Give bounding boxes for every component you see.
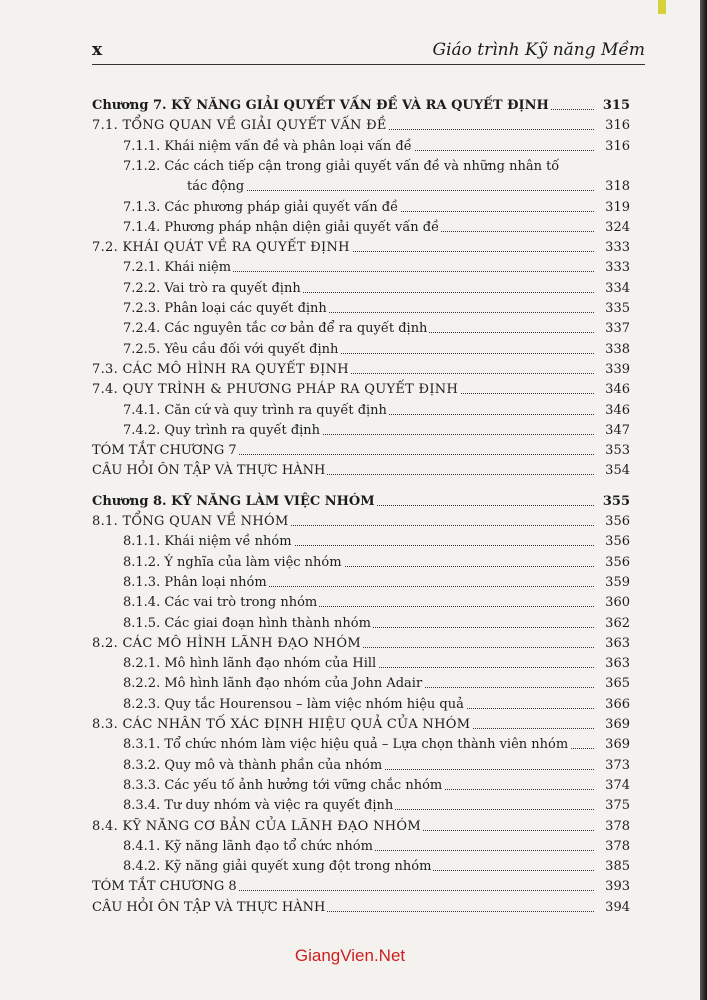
toc-entry-text: 8.4. KỸ NĂNG CƠ BẢN CỦA LÃNH ĐẠO NHÓM (92, 817, 423, 837)
toc-entry[interactable] (0, 116, 700, 136)
toc-entry-text: 7.1. TỔNG QUAN VỀ GIẢI QUYẾT VẤN ĐỀ (92, 116, 389, 136)
toc-page-number: 373 (594, 756, 630, 776)
page-edge-tab (658, 0, 666, 14)
toc-page-number: 356 (594, 532, 630, 552)
toc-entry-text: 8.2.3. Quy tắc Hourensou – làm việc nhóm hiệu quả (123, 695, 466, 715)
toc-entry-text: 8.3.3. Các yếu tố ảnh hưởng tới vững chắc nhóm (123, 776, 444, 796)
toc-page-number: 339 (594, 360, 630, 380)
toc-entry[interactable] (0, 380, 700, 400)
toc-page-number: 337 (594, 319, 630, 339)
toc-page-number: 369 (594, 715, 630, 735)
toc-entry[interactable] (0, 258, 700, 278)
toc-page-number: 366 (594, 695, 630, 715)
toc-page-number: 319 (594, 198, 630, 218)
toc-entry-text: 7.2.3. Phân loại các quyết định (123, 299, 329, 319)
toc-page-number: 362 (594, 614, 630, 634)
toc-page-number: 318 (594, 177, 630, 197)
toc-entry[interactable] (0, 441, 700, 461)
toc-page-number: 324 (594, 218, 630, 238)
toc-page-number: 346 (594, 401, 630, 421)
toc-entry-text: 8.2.1. Mô hình lãnh đạo nhóm của Hill (123, 654, 378, 674)
toc-page-number: 374 (594, 776, 630, 796)
toc-entry[interactable] (0, 715, 700, 735)
toc-entry-text: 8.4.1. Kỹ năng lãnh đạo tổ chức nhóm (123, 837, 375, 857)
toc-entry-text: 7.2. KHÁI QUÁT VỀ RA QUYẾT ĐỊNH (92, 238, 352, 258)
toc-entry[interactable] (0, 735, 700, 755)
toc-entry-text: 7.2.2. Vai trò ra quyết định (123, 279, 303, 299)
toc-page-number: 316 (594, 137, 630, 157)
toc-page-number: 378 (594, 817, 630, 837)
toc-entry-text: Chương 7. KỸ NĂNG GIẢI QUYẾT VẤN ĐỀ VÀ RA QUYẾT ĐỊNH (92, 96, 551, 116)
page-number-roman: x (92, 40, 103, 60)
toc-page-number: 369 (594, 735, 630, 755)
toc-entry[interactable] (0, 421, 700, 441)
toc-entry-text: CÂU HỎI ÔN TẬP VÀ THỰC HÀNH (92, 461, 327, 481)
toc-entry[interactable] (0, 401, 700, 421)
toc-entry-text: 7.1.1. Khái niệm vấn đề và phân loại vấn đề (123, 137, 414, 157)
toc-entry[interactable] (0, 756, 700, 776)
toc-page-number: 375 (594, 796, 630, 816)
toc-entry-text: 7.1.2. Các cách tiếp cận trong giải quyết vấn đề và những nhân tố (123, 158, 560, 174)
toc-entry[interactable] (0, 614, 700, 634)
toc-entry-text: 7.1.3. Các phương pháp giải quyết vấn đề (123, 198, 400, 218)
toc-entry-text: 7.2.1. Khái niệm (123, 258, 233, 278)
toc-entry[interactable] (0, 340, 700, 360)
toc-page-number: 393 (594, 877, 630, 897)
toc-entry-text: 7.4.1. Căn cứ và quy trình ra quyết định (123, 401, 389, 421)
toc-page-number: 316 (594, 116, 630, 136)
toc-entry-text: tác động (187, 177, 246, 197)
toc-page-number: 334 (594, 279, 630, 299)
toc-entry[interactable] (0, 817, 700, 837)
running-header (92, 38, 645, 65)
toc-page-number: 394 (594, 898, 630, 918)
toc-page-number: 347 (594, 421, 630, 441)
toc-entry-text: 8.2.2. Mô hình lãnh đạo nhóm của John Adair (123, 674, 424, 694)
toc-entry[interactable] (0, 634, 700, 654)
toc-entry-text: 8.3. CÁC NHÂN TỐ XÁC ĐỊNH HIỆU QUẢ CỦA NHÓM (92, 715, 472, 735)
toc-entry[interactable] (0, 238, 700, 258)
toc-page-number: 346 (594, 380, 630, 400)
toc-entry[interactable] (0, 674, 700, 694)
toc-entry[interactable] (0, 553, 700, 573)
toc-page-number: 338 (594, 340, 630, 360)
toc-entry[interactable] (0, 796, 700, 816)
toc-entry[interactable] (0, 532, 700, 552)
toc-page-number: 356 (594, 553, 630, 573)
toc-entry[interactable] (0, 360, 700, 380)
toc-entry-text: CÂU HỎI ÔN TẬP VÀ THỰC HÀNH (92, 898, 327, 918)
toc-page-number: 359 (594, 573, 630, 593)
toc-page-number: 315 (594, 96, 630, 116)
toc-entry[interactable] (0, 218, 700, 238)
toc-entry-text: 8.3.2. Quy mô và thành phần của nhóm (123, 756, 384, 776)
toc-entry-text: 8.1.1. Khái niệm về nhóm (123, 532, 294, 552)
toc-page-number: 335 (594, 299, 630, 319)
toc-entry[interactable] (0, 96, 700, 116)
toc-entry[interactable] (0, 857, 700, 877)
toc-entry-text: 7.3. CÁC MÔ HÌNH RA QUYẾT ĐỊNH (92, 360, 351, 380)
toc-entry-text: 8.3.1. Tổ chức nhóm làm việc hiệu quả – Lựa chọn thành viên nhóm (123, 735, 570, 755)
toc-entry[interactable] (0, 573, 700, 593)
toc-entry[interactable] (0, 492, 700, 512)
toc-page-number: 363 (594, 634, 630, 654)
toc-entry[interactable] (0, 776, 700, 796)
book-title: Giáo trình Kỹ năng Mềm (432, 40, 645, 60)
toc-page-number: 333 (594, 258, 630, 278)
toc-entry-text: 8.1.5. Các giai đoạn hình thành nhóm (123, 614, 373, 634)
toc-entry-text: 8.3.4. Tư duy nhóm và việc ra quyết định (123, 796, 395, 816)
toc-entry[interactable] (0, 593, 700, 613)
toc-entry[interactable] (0, 299, 700, 319)
toc-entry-text: 8.1.3. Phân loại nhóm (123, 573, 269, 593)
toc-page-number: 353 (594, 441, 630, 461)
toc-entry-text: Chương 8. KỸ NĂNG LÀM VIỆC NHÓM (92, 492, 377, 512)
toc-entry-text: 7.4.2. Quy trình ra quyết định (123, 421, 322, 441)
toc-entry-text: 7.1.4. Phương pháp nhận diện giải quyết vấn đề (123, 218, 441, 238)
toc-entry-text: 7.2.4. Các nguyên tắc cơ bản để ra quyết định (123, 319, 429, 339)
toc-page-number: 356 (594, 512, 630, 532)
toc-page-number: 378 (594, 837, 630, 857)
toc-page-number: 360 (594, 593, 630, 613)
toc-entry-text: 8.1.2. Ý nghĩa của làm việc nhóm (123, 553, 344, 573)
watermark-text: GiangVien.Net (294, 946, 406, 965)
page-edge-shadow (700, 0, 707, 1000)
toc-entry[interactable] (0, 898, 700, 918)
toc-entry[interactable] (0, 177, 700, 197)
toc-entry[interactable] (0, 279, 700, 299)
toc-entry[interactable] (0, 319, 700, 339)
toc-entry[interactable] (0, 461, 700, 481)
toc-page-number: 355 (594, 492, 630, 512)
toc-page-number: 363 (594, 654, 630, 674)
toc-entry-text: 7.4. QUY TRÌNH & PHƯƠNG PHÁP RA QUYẾT ĐỊNH (92, 380, 460, 400)
toc-entry-text: 8.2. CÁC MÔ HÌNH LÃNH ĐẠO NHÓM (92, 634, 363, 654)
toc-entry-text: TÓM TẮT CHƯƠNG 7 (92, 441, 239, 461)
toc-page-number: 385 (594, 857, 630, 877)
toc-page-number: 354 (594, 461, 630, 481)
toc-entry[interactable] (0, 512, 700, 532)
toc-entry[interactable] (0, 877, 700, 897)
dot-leader (193, 190, 596, 191)
toc-page-number: 365 (594, 674, 630, 694)
toc-entry-text: 8.1.4. Các vai trò trong nhóm (123, 593, 319, 613)
toc-entry[interactable] (0, 695, 700, 715)
toc-entry[interactable] (0, 137, 700, 157)
toc-entry[interactable] (0, 654, 700, 674)
toc-entry[interactable] (0, 837, 700, 857)
toc-entry-text: 7.2.5. Yêu cầu đối với quyết định (123, 340, 340, 360)
toc-entry-text: 8.1. TỔNG QUAN VỀ NHÓM (92, 512, 291, 532)
toc-page-number: 333 (594, 238, 630, 258)
toc-entry-text: 8.4.2. Kỹ năng giải quyết xung đột trong nhóm (123, 857, 433, 877)
toc-entry-text: TÓM TẮT CHƯƠNG 8 (92, 877, 239, 897)
toc-entry[interactable] (0, 198, 700, 218)
